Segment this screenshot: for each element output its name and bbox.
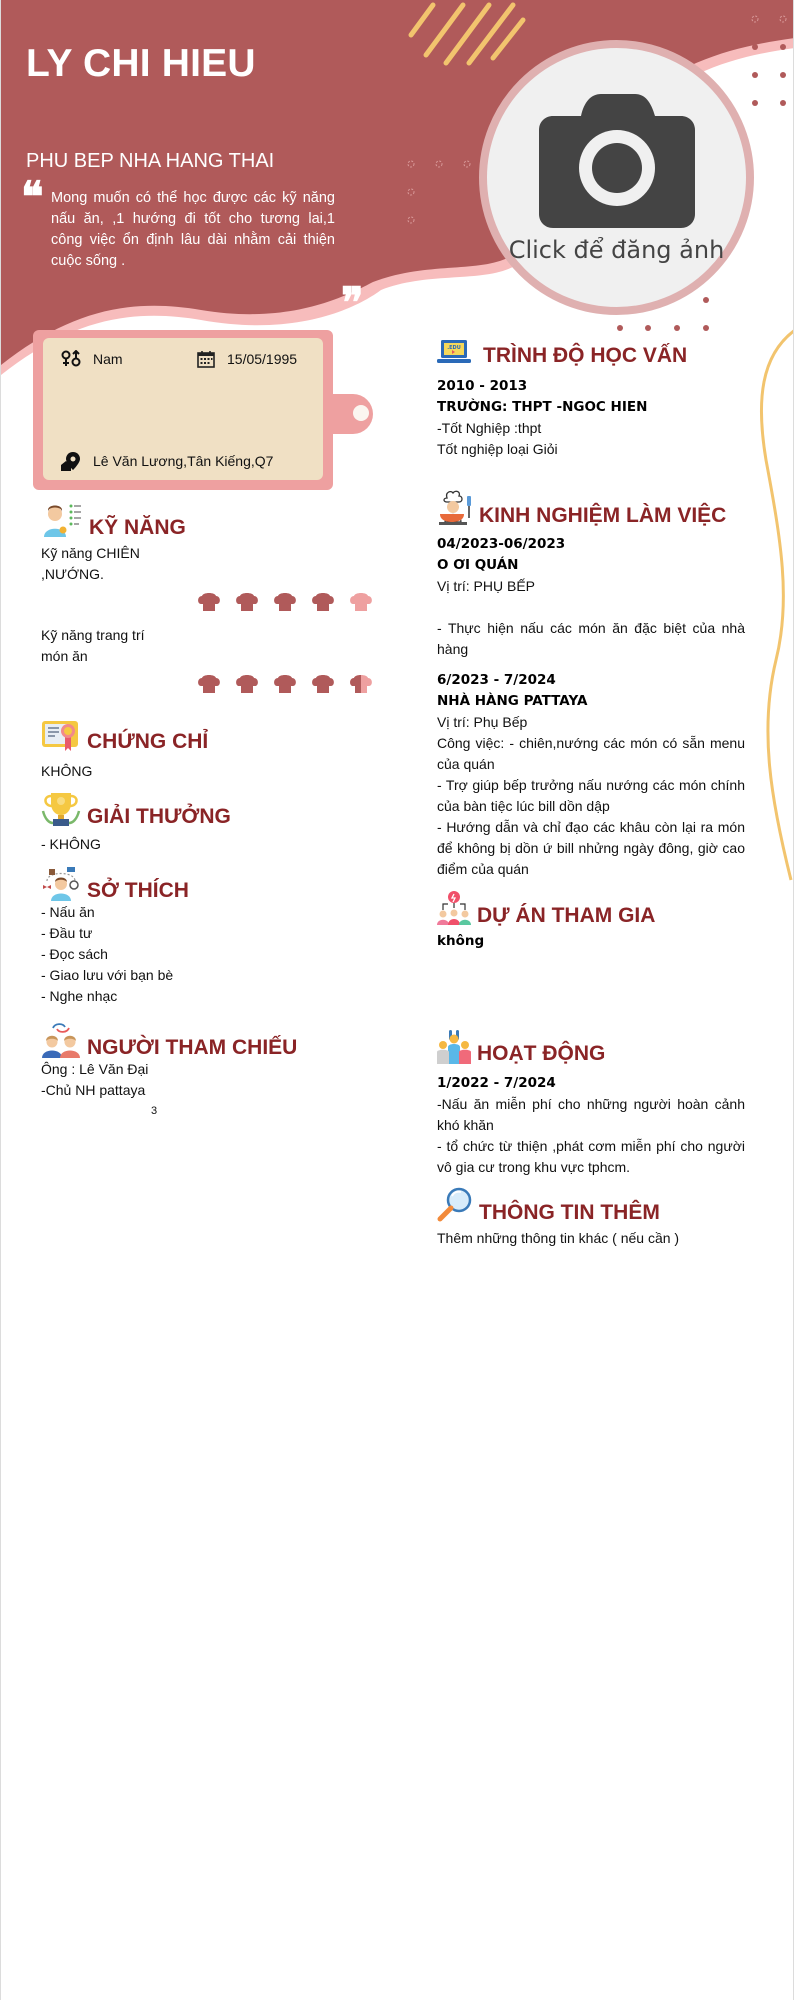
projects-content: không bbox=[437, 933, 485, 949]
team-idea-icon bbox=[437, 890, 471, 926]
skill-item-1-rating bbox=[197, 592, 373, 612]
job-title: PHU BEP NHA HANG THAI bbox=[26, 150, 275, 172]
reference-line: Ông : Lê Văn Đại bbox=[41, 1061, 149, 1077]
section-education-header bbox=[437, 338, 687, 366]
education-detail: Tốt nghiệp loại Giỏi bbox=[437, 441, 558, 457]
section-certificates-title: CHỨNG CHỈ bbox=[87, 730, 209, 753]
skill-item-1-label bbox=[41, 543, 140, 585]
education-school: TRƯỜNG: THPT -NGOC HIEN bbox=[437, 399, 648, 415]
education-detail: -Tốt Nghiệp :thpt bbox=[437, 420, 542, 436]
magnifier-icon bbox=[437, 1187, 473, 1223]
hobby-item: - Nghe nhạc bbox=[41, 988, 118, 1004]
job-company: O ƠI QUÁN bbox=[437, 557, 519, 573]
skill-item-2-rating bbox=[197, 674, 373, 694]
skill-2-line1: Kỹ năng trang trí bbox=[41, 627, 145, 643]
hobbies-list bbox=[41, 902, 173, 1007]
birthdate-row bbox=[197, 350, 297, 368]
section-projects-header bbox=[437, 890, 655, 926]
chef-hat-icon bbox=[311, 592, 335, 612]
skill-item-2-label bbox=[41, 625, 145, 667]
career-objective: Mong muốn có thể học được các kỹ năng nấu ăn, ,1 hướng đi tốt cho tương lai,1 công việc ổn định lâu dài nhằm cải thiện cuộc sống . bbox=[51, 190, 335, 269]
map-house-icon bbox=[61, 451, 81, 471]
education-entry bbox=[437, 376, 745, 460]
laptop-edu-icon bbox=[437, 338, 471, 366]
section-activities-header bbox=[437, 1028, 605, 1064]
people-exchange-icon bbox=[41, 1022, 81, 1058]
hobby-item: - Đầu tư bbox=[41, 925, 93, 941]
section-awards-header bbox=[41, 791, 231, 827]
certificates-content: KHÔNG bbox=[41, 763, 93, 779]
job-position: Vị trí: Phụ Bếp bbox=[437, 714, 528, 730]
hobby-item: - Đọc sách bbox=[41, 946, 108, 962]
people-raising-hands-icon bbox=[437, 1028, 471, 1064]
activity-item: - tổ chức từ thiện ,phát cơm miễn phí cho người vô gia cư trong khu vực tphcm. bbox=[437, 1138, 745, 1175]
hobby-item: - Giao lưu với bạn bè bbox=[41, 967, 174, 983]
section-references-title: NGƯỜI THAM CHIẾU bbox=[87, 1036, 298, 1059]
chef-hat-icon bbox=[235, 674, 259, 694]
chef-hat-icon bbox=[273, 674, 297, 694]
job-period: 04/2023-06/2023 bbox=[437, 536, 566, 552]
avatar-upload-button[interactable] bbox=[479, 40, 754, 315]
camera-icon bbox=[539, 92, 695, 228]
candidate-name: LY CHI HIEU bbox=[26, 42, 256, 85]
calendar-icon bbox=[197, 350, 215, 368]
section-hobbies-header bbox=[41, 865, 189, 901]
certificate-icon bbox=[41, 718, 81, 752]
chef-hat-icon bbox=[235, 592, 259, 612]
activity-item: -Nấu ăn miễn phí cho những người hoàn cảnh khó khăn bbox=[437, 1096, 745, 1133]
references-content bbox=[41, 1059, 157, 1122]
section-education-title: TRÌNH ĐỘ HỌC VẤN bbox=[483, 344, 688, 367]
experience-job-1 bbox=[437, 534, 745, 660]
section-hobbies-title: SỞ THÍCH bbox=[87, 879, 189, 902]
avatar-upload-label: Click để đăng ảnh bbox=[508, 236, 725, 264]
board-hook-hole bbox=[353, 405, 369, 421]
skill-1-line2: ,NƯỚNG. bbox=[41, 566, 104, 582]
birthdate-value: 15/05/1995 bbox=[227, 351, 298, 367]
gender-value: Nam bbox=[93, 351, 123, 367]
job-position: Vị trí: PHỤ BẾP bbox=[437, 578, 536, 594]
chef-cooking-icon bbox=[437, 490, 473, 526]
hobbies-icon bbox=[41, 865, 81, 901]
job-duty: - Hướng dẫn và chỉ đạo các khâu còn lại ra món để không bị dồn ứ bill nhửng ngày đông, giờ cao điểm của quán bbox=[437, 819, 745, 877]
education-period: 2010 - 2013 bbox=[437, 378, 528, 394]
section-skills-title: KỸ NĂNG bbox=[89, 516, 186, 539]
section-additional-title: THÔNG TIN THÊM bbox=[479, 1201, 660, 1224]
experience-job-2 bbox=[437, 670, 745, 880]
chef-hat-icon bbox=[197, 592, 221, 612]
chef-hat-empty-icon bbox=[349, 592, 373, 612]
quote-open-icon: ❝ bbox=[21, 172, 44, 221]
section-skills-header bbox=[41, 502, 186, 538]
section-certificates-header bbox=[41, 718, 208, 752]
job-duty: Công việc: - chiên,nướng các món có sẵn menu của quán bbox=[437, 735, 745, 772]
section-additional-header bbox=[437, 1187, 660, 1223]
reference-line: 3 bbox=[151, 1105, 158, 1117]
section-projects-title: DỰ ÁN THAM GIA bbox=[477, 904, 656, 927]
skill-2-line2: món ăn bbox=[41, 648, 88, 664]
activities-period: 1/2022 - 7/2024 bbox=[437, 1075, 556, 1091]
gender-row bbox=[61, 350, 123, 368]
job-duty: - Trợ giúp bếp trưởng nấu nướng các món chính của bàn tiệc lúc bill dồn dập bbox=[437, 777, 745, 814]
reference-line: -Chủ NH pattaya bbox=[41, 1082, 146, 1098]
job-company: NHÀ HÀNG PATTAYA bbox=[437, 693, 588, 709]
chef-hat-half-icon bbox=[349, 674, 373, 694]
gender-icon bbox=[61, 350, 81, 368]
awards-content: - KHÔNG bbox=[41, 836, 101, 852]
skill-1-line1: Kỹ năng CHIÊN bbox=[41, 545, 140, 561]
section-activities-title: HOẠT ĐỘNG bbox=[477, 1042, 606, 1065]
chef-hat-icon bbox=[197, 674, 221, 694]
spacer bbox=[437, 597, 745, 618]
section-awards-title: GIẢI THƯỞNG bbox=[87, 805, 231, 828]
chef-hat-icon bbox=[311, 674, 335, 694]
chef-hat-icon bbox=[273, 592, 297, 612]
section-experience-header bbox=[437, 490, 726, 526]
hobby-item: - Nấu ăn bbox=[41, 904, 95, 920]
address-row bbox=[61, 451, 273, 471]
trophy-icon bbox=[41, 791, 81, 827]
activities-entry bbox=[437, 1073, 745, 1178]
job-period: 6/2023 - 7/2024 bbox=[437, 672, 556, 688]
skills-checklist-icon bbox=[41, 502, 83, 538]
additional-content: Thêm những thông tin khác ( nếu cần ) bbox=[437, 1230, 680, 1246]
address-value: Lê Văn Lương,Tân Kiếng,Q7 bbox=[93, 453, 274, 469]
svg-text:.EDU: .EDU bbox=[447, 345, 461, 351]
section-experience-title: KINH NGHIỆM LÀM VIỆC bbox=[479, 504, 727, 527]
job-duty: - Thực hiện nấu các món ăn đặc biệt của nhà hàng bbox=[437, 620, 745, 657]
quote-close-icon: ❞ bbox=[341, 278, 364, 327]
section-references-header bbox=[41, 1022, 297, 1058]
